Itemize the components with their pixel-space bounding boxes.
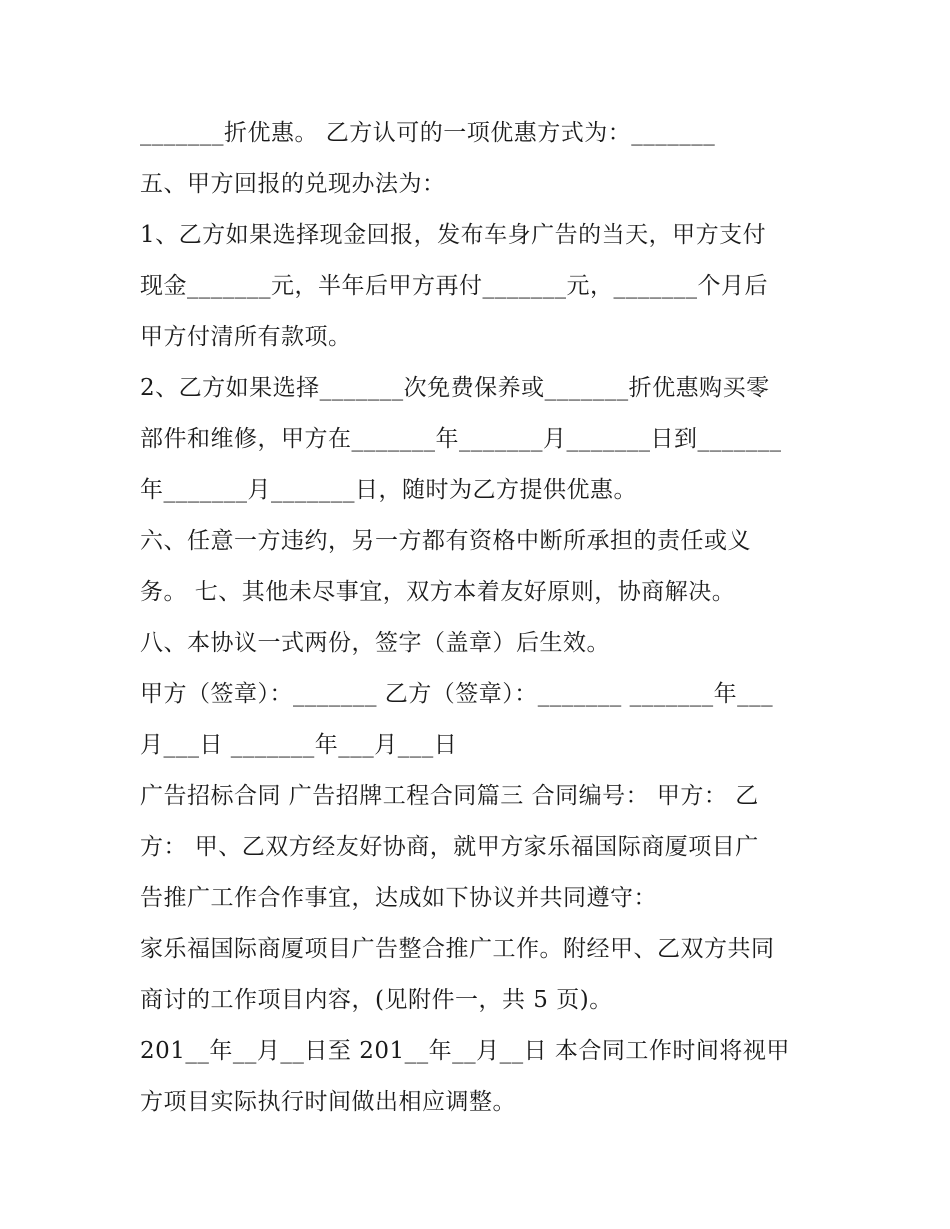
document-body bbox=[140, 108, 820, 1128]
text-line: _______折优惠。 乙方认可的一项优惠方式为：_______ bbox=[140, 120, 716, 146]
section-heading-6: 六、任意一方违约，另一方都有资格中断所承担的责任或义 bbox=[140, 528, 751, 554]
text-line: 年_______月_______日，随时为乙方提供优惠。 bbox=[140, 477, 637, 503]
text-line: 201__年__月__日至 201__年__月__日 本合同工作时间将视甲 bbox=[140, 1038, 790, 1064]
text-line: 方： 甲、乙双方经友好协商，就甲方家乐福国际商厦项目广 bbox=[140, 834, 759, 860]
text-line: 甲方付清所有款项。 bbox=[140, 324, 352, 350]
text-line: 现金_______元，半年后甲方再付_______元，_______个月后 bbox=[140, 273, 768, 299]
signature-date-line: 月___日 _______年___月___日 bbox=[140, 732, 458, 758]
text-line: 1、乙方如果选择现金回报，发布车身广告的当天，甲方支付 bbox=[140, 222, 767, 248]
section-heading-8: 八、本协议一式两份，签字（盖章）后生效。 bbox=[140, 630, 610, 656]
signature-line: 甲方（签章）：_______ 乙方（签章）：_______ _______年___ bbox=[140, 681, 774, 707]
text-line: 家乐福国际商厦项目广告整合推广工作。附经甲、乙双方共同 bbox=[140, 936, 775, 962]
section-heading-5: 五、甲方回报的兑现办法为： bbox=[140, 171, 446, 197]
text-line: 务。 七、其他未尽事宜，双方本着友好原则，协商解决。 bbox=[140, 579, 736, 605]
text-line: 部件和维修，甲方在_______年_______月_______日到_______ bbox=[140, 426, 782, 452]
text-line: 商讨的工作项目内容，(见附件一，共 5 页)。 bbox=[140, 987, 613, 1013]
text-line: 2、乙方如果选择_______次免费保养或_______折优惠购买零 bbox=[140, 375, 770, 401]
text-line: 方项目实际执行时间做出相应调整。 bbox=[140, 1089, 516, 1115]
contract-title-line: 广告招标合同 广告招牌工程合同篇三 合同编号： 甲方： 乙 bbox=[140, 783, 759, 809]
text-line: 告推广工作合作事宜，达成如下协议并共同遵守： bbox=[140, 885, 657, 911]
